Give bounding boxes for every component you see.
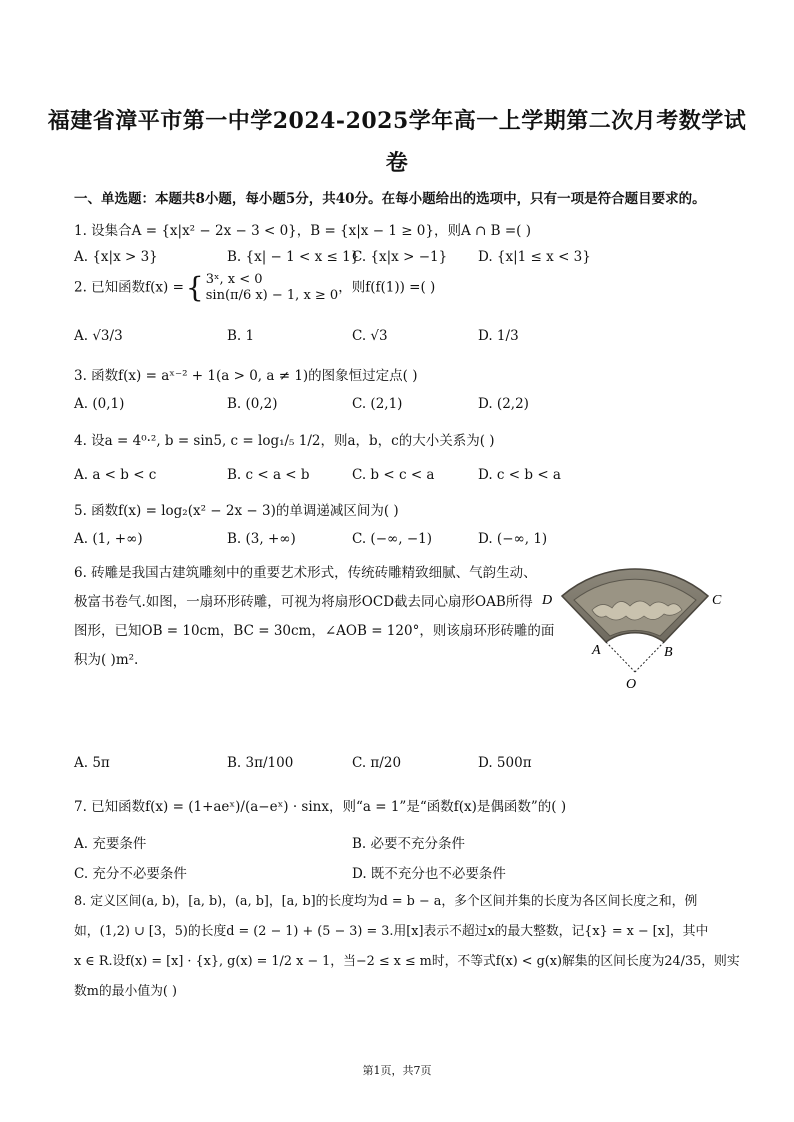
page-footer: 第1页，共7页 bbox=[362, 1064, 432, 1077]
question-3-option-b: B. (0,2) bbox=[227, 396, 278, 412]
question-4-stem: 4. 设a = 4⁰·², b = sin5, c = log₁/₅ 1/2，则a，b，c的大小关系为( ) bbox=[74, 433, 495, 449]
question-8-line3: x ∈ R.设f(x) = [x] · {x}, g(x) = 1/2 x − 1，当−2 ≤ x ≤ m时，不等式f(x) < g(x)解集的区间长度为24/35，则实 bbox=[74, 954, 740, 969]
label-c: C bbox=[712, 593, 722, 608]
question-1-option-d: D. {x|1 ≤ x < 3} bbox=[478, 249, 591, 265]
piecewise-case-1: 3ˣ, x < 0 bbox=[205, 272, 263, 287]
question-4-option-d: D. c < b < a bbox=[478, 467, 561, 483]
radius-line-oa bbox=[606, 642, 635, 672]
question-8-text bbox=[74, 887, 740, 1007]
question-7-option-a: A. 充要条件 bbox=[74, 836, 147, 852]
question-5-option-d: D. (−∞, 1) bbox=[478, 531, 548, 547]
question-8-line2: 如，(1,2) ∪ [3，5)的长度d = (2 − 1) + (5 − 3) = 3.用[x]表示不超过x的最大整数，记{x} = x − [x]，其中 bbox=[74, 924, 709, 939]
question-2-option-a: A. √3/3 bbox=[74, 328, 123, 344]
question-1-option-c: C. {x|x > −1} bbox=[352, 249, 448, 265]
question-1-option-b: B. {x| − 1 < x ≤ 1} bbox=[227, 249, 360, 265]
question-6-option-d: D. 500π bbox=[478, 755, 532, 771]
label-o: O bbox=[626, 677, 637, 692]
piecewise-case-2: sin(π/6 x) − 1, x ≥ 0 bbox=[205, 288, 339, 303]
question-4-option-a: A. a < b < c bbox=[74, 467, 157, 483]
question-8-line4: 数m的最小值为( ) bbox=[74, 984, 177, 999]
question-2-suffix: ，则f(f(1)) =( ) bbox=[338, 279, 436, 296]
question-2-prefix: 2. 已知函数f(x) = bbox=[74, 279, 184, 296]
piecewise-brace: { bbox=[185, 271, 204, 304]
question-5-option-b: B. (3, +∞) bbox=[227, 531, 296, 547]
question-7-option-d: D. 既不充分也不必要条件 bbox=[352, 866, 506, 882]
question-6-option-c: C. π/20 bbox=[352, 755, 402, 771]
question-6-line1: 6. 砖雕是我国古建筑雕刻中的重要艺术形式，传统砖雕精致细腻、气韵生动、 bbox=[74, 565, 537, 581]
question-7-option-b: B. 必要不充分条件 bbox=[352, 836, 466, 852]
section-heading: 一、单选题：本题共8小题，每小题5分，共40分。在每小题给出的选项中，只有一项是符合题目要求的。 bbox=[74, 191, 706, 207]
question-5-option-c: C. (−∞, −1) bbox=[352, 531, 433, 547]
question-6-option-b: B. 3π/100 bbox=[227, 755, 294, 771]
question-6-line4: 积为( )m². bbox=[74, 652, 139, 668]
question-4-option-b: B. c < a < b bbox=[227, 467, 310, 483]
question-6-text bbox=[74, 559, 554, 675]
radius-line-ob bbox=[635, 642, 664, 672]
label-d: D bbox=[542, 593, 553, 608]
question-5-stem: 5. 函数f(x) = log₂(x² − 2x − 3)的单调递减区间为( ) bbox=[74, 503, 399, 519]
question-2-stem bbox=[74, 272, 435, 304]
label-a: A bbox=[592, 643, 601, 658]
question-3-option-c: C. (2,1) bbox=[352, 396, 403, 412]
question-3-option-a: A. (0,1) bbox=[74, 396, 125, 412]
question-3-option-d: D. (2,2) bbox=[478, 396, 529, 412]
exam-title-line1: 福建省漳平市第一中学2024-2025学年高一上学期第二次月考数学试 bbox=[47, 108, 747, 134]
question-1-option-a: A. {x|x > 3} bbox=[74, 249, 158, 265]
question-5-option-a: A. (1, +∞) bbox=[74, 531, 143, 547]
question-8-line1: 8. 定义区间(a, b)，[a, b)，(a, b]，[a, b]的长度均为d = b − a，多个区间并集的长度为各区间长度之和，例 bbox=[74, 894, 698, 909]
question-6-line3: 图形，已知OB = 10cm，BC = 30cm，∠AOB = 120°，则该扇环形砖雕的面 bbox=[74, 623, 555, 639]
question-3-stem: 3. 函数f(x) = aˣ⁻² + 1(a > 0, a ≠ 1)的图象恒过定点( ) bbox=[74, 368, 418, 384]
question-6-line2: 极富书卷气.如图，一扇环形砖雕，可视为将扇形OCD截去同心扇形OAB所得 bbox=[74, 594, 533, 610]
question-2-option-d: D. 1/3 bbox=[478, 328, 519, 344]
question-7-option-c: C. 充分不必要条件 bbox=[74, 866, 187, 882]
exam-title-line2: 卷 bbox=[385, 150, 409, 176]
question-2-option-c: C. √3 bbox=[352, 328, 388, 344]
question-7-stem: 7. 已知函数f(x) = (1+aeˣ)/(a−eˣ) · sinx，则“a = 1”是“函数f(x)是偶函数”的( ) bbox=[74, 799, 567, 815]
question-1-stem: 1. 设集合A = {x|x² − 2x − 3 < 0}，B = {x|x − 1 ≥ 0}，则A ∩ B =( ) bbox=[74, 223, 531, 239]
question-4-option-c: C. b < c < a bbox=[352, 467, 435, 483]
question-2-option-b: B. 1 bbox=[227, 328, 255, 344]
question-6-option-a: A. 5π bbox=[74, 755, 110, 771]
annular-sector-figure bbox=[536, 566, 736, 696]
label-b: B bbox=[664, 645, 673, 660]
piecewise-cases bbox=[206, 272, 338, 304]
